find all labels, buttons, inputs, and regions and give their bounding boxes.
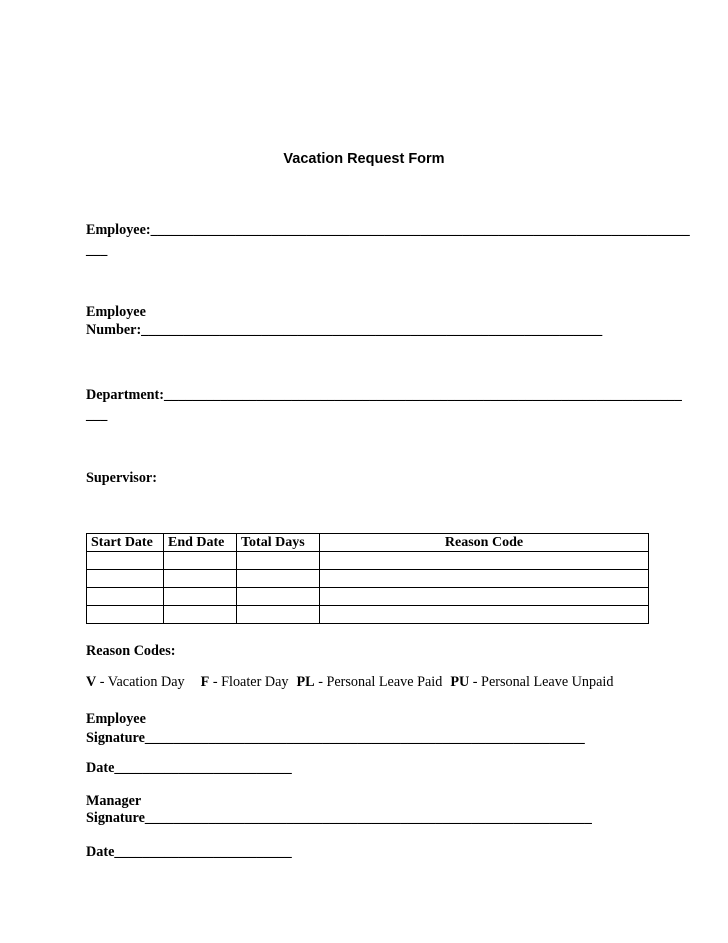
date-label: Date	[86, 844, 115, 860]
date-label: Date	[86, 760, 115, 776]
date-line[interactable]: _________________________	[114, 844, 292, 860]
employee-number-line[interactable]: _________________________________________________________________	[141, 322, 603, 338]
department-field	[86, 385, 682, 405]
table-row	[87, 570, 649, 588]
header-total-days: Total Days	[237, 534, 320, 552]
reason-code-desc: - Personal Leave Paid	[314, 674, 443, 690]
cell-end-date[interactable]	[164, 570, 237, 588]
manager-signature-line[interactable]: _______________________________________________________________	[144, 810, 592, 826]
header-start-date: Start Date	[87, 534, 164, 552]
cell-reason-code[interactable]	[320, 588, 649, 606]
cell-end-date[interactable]	[164, 588, 237, 606]
table-header-row	[87, 534, 649, 552]
vacation-dates-table	[86, 533, 649, 624]
employee-field	[86, 220, 690, 240]
employee-signature-label-1: Employee	[86, 711, 146, 727]
department-label: Department:	[86, 387, 165, 403]
employee-signature-line[interactable]: ______________________________________________________________	[144, 730, 585, 746]
reason-code: PL	[296, 674, 315, 690]
cell-reason-code[interactable]	[320, 606, 649, 624]
reason-code-desc: - Personal Leave Unpaid	[469, 674, 614, 690]
cell-end-date[interactable]	[164, 606, 237, 624]
table-row	[87, 588, 649, 606]
reason-codes-legend	[86, 674, 613, 691]
cell-start-date[interactable]	[87, 588, 164, 606]
department-line[interactable]: _________________________________________________________________________	[164, 387, 682, 403]
reason-code: PU	[450, 674, 470, 690]
cell-end-date[interactable]	[164, 552, 237, 570]
cell-total-days[interactable]	[237, 588, 320, 606]
table-row	[87, 552, 649, 570]
employee-number-field	[86, 320, 602, 340]
manager-signature-label-2: Signature	[86, 810, 145, 826]
reason-codes-title: Reason Codes:	[86, 643, 176, 659]
table-row	[87, 606, 649, 624]
employee-label: Employee:	[86, 222, 151, 238]
header-reason-code: Reason Code	[320, 534, 649, 552]
employee-line[interactable]: ____________________________________________________________________________	[150, 222, 690, 238]
employee-number-label-1: Employee	[86, 304, 146, 320]
cell-start-date[interactable]	[87, 552, 164, 570]
cell-reason-code[interactable]	[320, 552, 649, 570]
reason-code: F	[200, 674, 210, 690]
department-line-cont: ___	[86, 407, 108, 423]
supervisor-label: Supervisor:	[86, 470, 157, 486]
employee-number-label-2: Number:	[86, 322, 142, 338]
form-title: Vacation Request Form	[283, 151, 445, 167]
header-end-date: End Date	[164, 534, 237, 552]
employee-signature-label-2: Signature	[86, 730, 145, 746]
cell-start-date[interactable]	[87, 570, 164, 588]
cell-start-date[interactable]	[87, 606, 164, 624]
employee-signature-field	[86, 728, 585, 748]
date-field	[86, 758, 292, 778]
manager-signature-field	[86, 808, 592, 828]
manager-date-field	[86, 842, 292, 862]
reason-code-desc: - Floater Day	[209, 674, 289, 690]
date-line[interactable]: _________________________	[114, 760, 292, 776]
employee-line-cont: ___	[86, 242, 108, 258]
manager-signature-label-1: Manager	[86, 793, 142, 809]
cell-total-days[interactable]	[237, 570, 320, 588]
cell-total-days[interactable]	[237, 552, 320, 570]
reason-code: V	[86, 674, 97, 690]
cell-reason-code[interactable]	[320, 570, 649, 588]
reason-code-desc: - Vacation Day	[96, 674, 185, 690]
cell-total-days[interactable]	[237, 606, 320, 624]
